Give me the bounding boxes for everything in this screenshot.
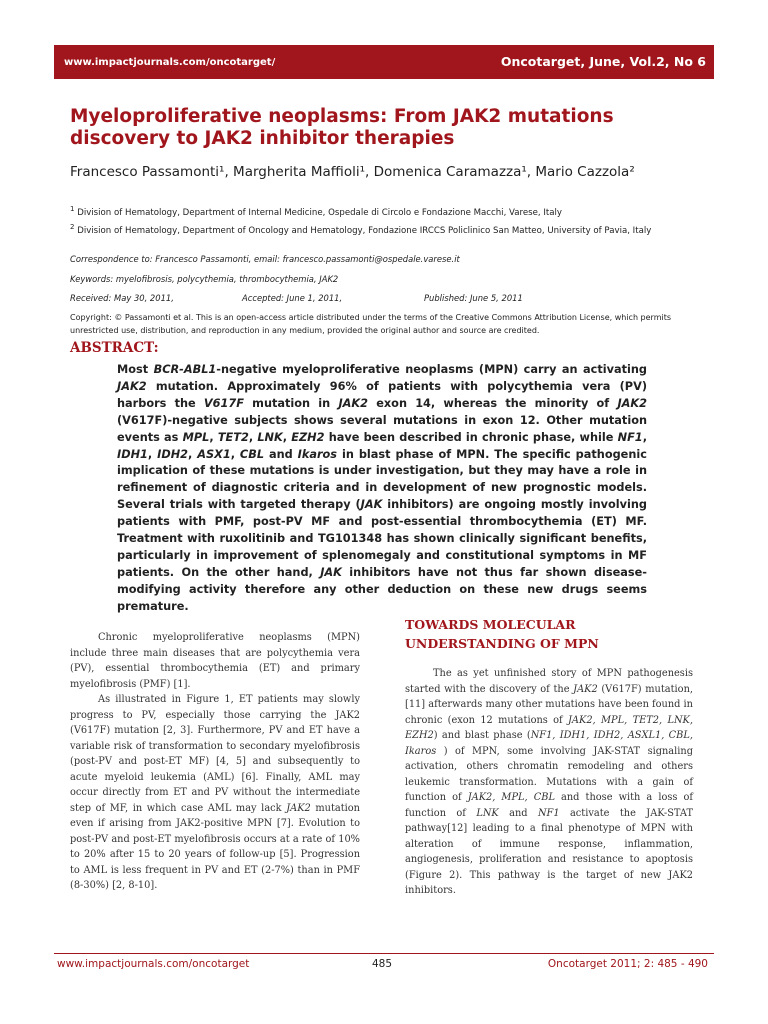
italic-term: MPL bbox=[182, 430, 210, 444]
footer-url-link[interactable]: www.impactjournals.com/oncotarget bbox=[57, 958, 250, 970]
affiliation-2 bbox=[70, 221, 698, 237]
italic-term: IDH1 bbox=[117, 447, 148, 461]
affiliation-text: Division of Hematology, Department of Oncology and Hematology, Fondazione IRCCS Policlinico San Matteo, University of Pavia, Italy bbox=[77, 225, 652, 236]
italic-term: NF1 bbox=[537, 807, 560, 819]
header-journal-issue: Oncotarget, June, Vol.2, No 6 bbox=[500, 54, 706, 69]
text-run: The as yet unfinished story of MPN pathogenesis started with the discovery of the bbox=[405, 668, 693, 695]
correspondence: Correspondence to: Francesco Passamonti, email: francesco.passamonti@ospedale.varese.it bbox=[70, 254, 460, 264]
text-run: -negative myeloproliferative neoplasms (MPN) carry an activating bbox=[216, 363, 648, 376]
left-column-text bbox=[70, 630, 360, 894]
text-run: , bbox=[282, 430, 292, 444]
italic-term: NF1, IDH1, IDH2, ASXL1, CBL, Ikaros bbox=[405, 730, 693, 757]
article-title: Myeloproliferative neoplasms: From JAK2 mutations discovery to JAK2 inhibitor therapies bbox=[70, 106, 614, 149]
text-run: , bbox=[642, 430, 647, 444]
text-run: inhibitors have not thus far shown disease-modifying activity therefore any other deduction on these new drugs seems premature. bbox=[117, 565, 647, 613]
italic-term: JAK2, MPL, TET2, LNK, EZH2 bbox=[405, 714, 693, 741]
italic-term: IDH2 bbox=[157, 447, 189, 461]
text-run: Chronic myeloproliferative neoplasms (MPN) include three main diseases that are polycythemia vera (PV), essential thrombocythemia (ET) and primary myelofibrosis (PMF) [1]. bbox=[70, 632, 360, 690]
italic-term: JAK bbox=[360, 498, 383, 512]
italic-term: TET2 bbox=[217, 430, 249, 444]
italic-term: NF1 bbox=[617, 430, 643, 444]
received-date: Received: May 30, 2011, bbox=[70, 293, 174, 303]
text-run: ) and blast phase ( bbox=[433, 730, 531, 741]
article-dates bbox=[70, 293, 523, 303]
text-run: in blast phase of MPN. The specific pathogenic implication of these mutations is under investigation, but they may have a role in refinement of diagnostic criteria and in development of new prognostic models. Several trials with targeted therapy ( bbox=[117, 447, 647, 512]
text-run: , bbox=[230, 447, 240, 461]
text-run: As illustrated in Figure 1, ET patients may slowly progress to PV, especially those carrying the JAK2 (V617F) mutation [2, 3]. Furthermore, PV and ET have a variable risk of transformation to secondary myelofibrosis (post-PV and post-ET MF) [4, 5] and subsequently to acute myeloid leukemia (AML) [6]. Finally, AML may occur directly from ET and PV without the intermediate step of MF, in which case AML may lack bbox=[70, 694, 360, 814]
italic-term: BCR-ABL1 bbox=[153, 363, 217, 376]
text-run: (V617F) mutation,[11] afterwards many other mutations have been found in chronic (exon 12 mutations of bbox=[405, 683, 693, 726]
abstract-body bbox=[117, 362, 647, 616]
italic-term: EZH2 bbox=[291, 430, 325, 444]
footer-divider bbox=[54, 953, 714, 954]
text-run: , bbox=[147, 447, 158, 461]
text-run: mutation in bbox=[243, 396, 339, 410]
text-run: activate the JAK-STAT pathway[12] leading to a final phenotype of MPN with alteration of immune response, inflammation, angiogenesis, proliferation and resistance to apoptosis (Figure 2). This pathway is the target of new JAK2 inhibitors. bbox=[405, 807, 693, 896]
italic-term: JAK2 bbox=[338, 396, 369, 410]
italic-term: V617F bbox=[203, 396, 244, 410]
text-run: ) of MPN, some involving JAK-STAT signaling activation, others chromatin remodeling and others leukemic transformation. Mutations with a gain of function of bbox=[405, 745, 693, 803]
italic-term: LNK bbox=[476, 807, 499, 819]
journal-header-bar bbox=[54, 45, 714, 79]
text-run: (V617F)-negative subjects shows several mutations in exon 12. Other mutation events as bbox=[117, 413, 647, 444]
page-number: 485 bbox=[372, 958, 393, 970]
italic-term: JAK2 bbox=[573, 683, 598, 695]
italic-term: JAK2, MPL, CBL bbox=[467, 792, 555, 803]
accepted-date: Accepted: June 1, 2011, bbox=[242, 293, 343, 303]
text-run: exon 14, whereas the minority of bbox=[368, 396, 618, 410]
text-run: , bbox=[209, 430, 218, 444]
author-list: Francesco Passamonti¹, Margherita Maffioli¹, Domenica Caramazza¹, Mario Cazzola² bbox=[70, 164, 635, 180]
italic-term: ASX1 bbox=[197, 447, 231, 461]
text-run: and bbox=[264, 447, 298, 461]
published-date: Published: June 5, 2011 bbox=[424, 293, 523, 303]
abstract-heading: ABSTRACT: bbox=[70, 340, 159, 356]
affiliation-text: Division of Hematology, Department of Internal Medicine, Ospedale di Circolo e Fondazione Macchi, Varese, Italy bbox=[77, 207, 563, 218]
text-run: have been described in chronic phase, while bbox=[324, 430, 618, 444]
italic-term: JAK2 bbox=[117, 379, 147, 393]
keywords: Keywords: myelofibrosis, polycythemia, thrombocythemia, JAK2 bbox=[70, 274, 339, 284]
affiliation-1 bbox=[70, 203, 698, 219]
italic-term: LNK bbox=[257, 430, 283, 444]
text-run: mutation. Approximately 96% of patients with polycythemia vera (PV) harbors the bbox=[117, 379, 647, 410]
affiliation-number: 1 bbox=[70, 205, 75, 213]
italic-term: CBL bbox=[239, 447, 265, 461]
paragraph bbox=[70, 692, 360, 894]
text-run: , bbox=[248, 430, 258, 444]
text-run: inhibitors) are ongoing mostly involving patients with PMF, post-PV MF and post-essential thrombocythemia (ET) MF. Treatment with ruxolitinib and TG101348 has shown clinically significant benefits, particularly in improvement of splenomegaly and constitutional symptoms in MF patients. On the other hand, bbox=[117, 498, 647, 579]
footer-citation: Oncotarget 2011; 2: 485 - 490 bbox=[547, 958, 708, 970]
affiliation-number: 2 bbox=[70, 223, 75, 231]
paragraph bbox=[405, 666, 693, 899]
italic-term: JAK2 bbox=[286, 802, 311, 814]
section-heading: TOWARDS MOLECULAR UNDERSTANDING OF MPN bbox=[405, 617, 599, 651]
copyright-notice: Copyright: © Passamonti et al. This is an open-access article distributed under the terms of the Creative Commons Attribution License, which permits unrestricted use, distribution, and reproduction in any medium, provided the original author and source are credited. bbox=[70, 313, 672, 335]
italic-term: JAK2 bbox=[617, 396, 647, 410]
header-url-link[interactable]: www.impactjournals.com/oncotarget/ bbox=[64, 57, 276, 68]
text-run: mutation even if arising from JAK2-positive MPN [7]. Evolution to post-PV and post-ET myelofibrosis occurs at a rate of 10% to 20% after 15 to 20 years of follow-up [5]. Progression to AML is less frequent in PV and ET (2-7%) than in PMF (8-30%) [2, 8-10]. bbox=[70, 802, 360, 891]
text-run: , bbox=[188, 447, 198, 461]
paragraph bbox=[70, 630, 360, 692]
text-run: and those with a loss of function of bbox=[405, 792, 694, 819]
text-run: Most bbox=[117, 363, 154, 376]
italic-term: JAK bbox=[320, 565, 342, 579]
right-column-text bbox=[405, 666, 693, 899]
italic-term: Ikaros bbox=[297, 447, 338, 461]
text-run: and bbox=[498, 807, 538, 819]
